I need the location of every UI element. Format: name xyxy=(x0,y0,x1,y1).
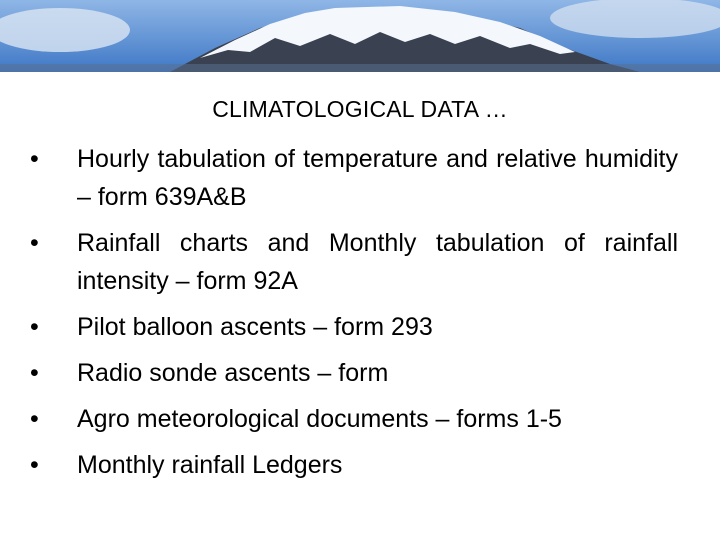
bullet-dot: • xyxy=(30,313,39,341)
mountain-banner-image xyxy=(0,0,720,72)
list-item-text: Pilot balloon ascents – form 293 xyxy=(77,313,433,341)
bullet-dot: • xyxy=(30,145,39,173)
list-item xyxy=(30,446,678,484)
list-item-text: Agro meteorological documents – forms 1-5 xyxy=(77,405,562,433)
bullet-dot: • xyxy=(30,405,39,433)
slide-title: CLIMATOLOGICAL DATA … xyxy=(212,96,508,122)
bullet-dot: • xyxy=(30,229,39,257)
list-item xyxy=(30,354,678,392)
bullet-list xyxy=(30,140,678,492)
list-item xyxy=(30,308,678,346)
bullet-dot: • xyxy=(30,451,39,479)
list-item-text: Monthly rainfall Ledgers xyxy=(77,451,343,479)
list-item xyxy=(30,224,678,300)
list-item-text: Radio sonde ascents – form xyxy=(77,359,389,387)
bullet-dot: • xyxy=(30,359,39,387)
list-item-text: Hourly tabulation of temperature and relative humidity – form 639A&B xyxy=(77,145,678,211)
list-item xyxy=(30,400,678,438)
list-item-text: Rainfall charts and Monthly tabulation of rainfall intensity – form 92A xyxy=(77,229,678,295)
list-item xyxy=(30,140,678,216)
